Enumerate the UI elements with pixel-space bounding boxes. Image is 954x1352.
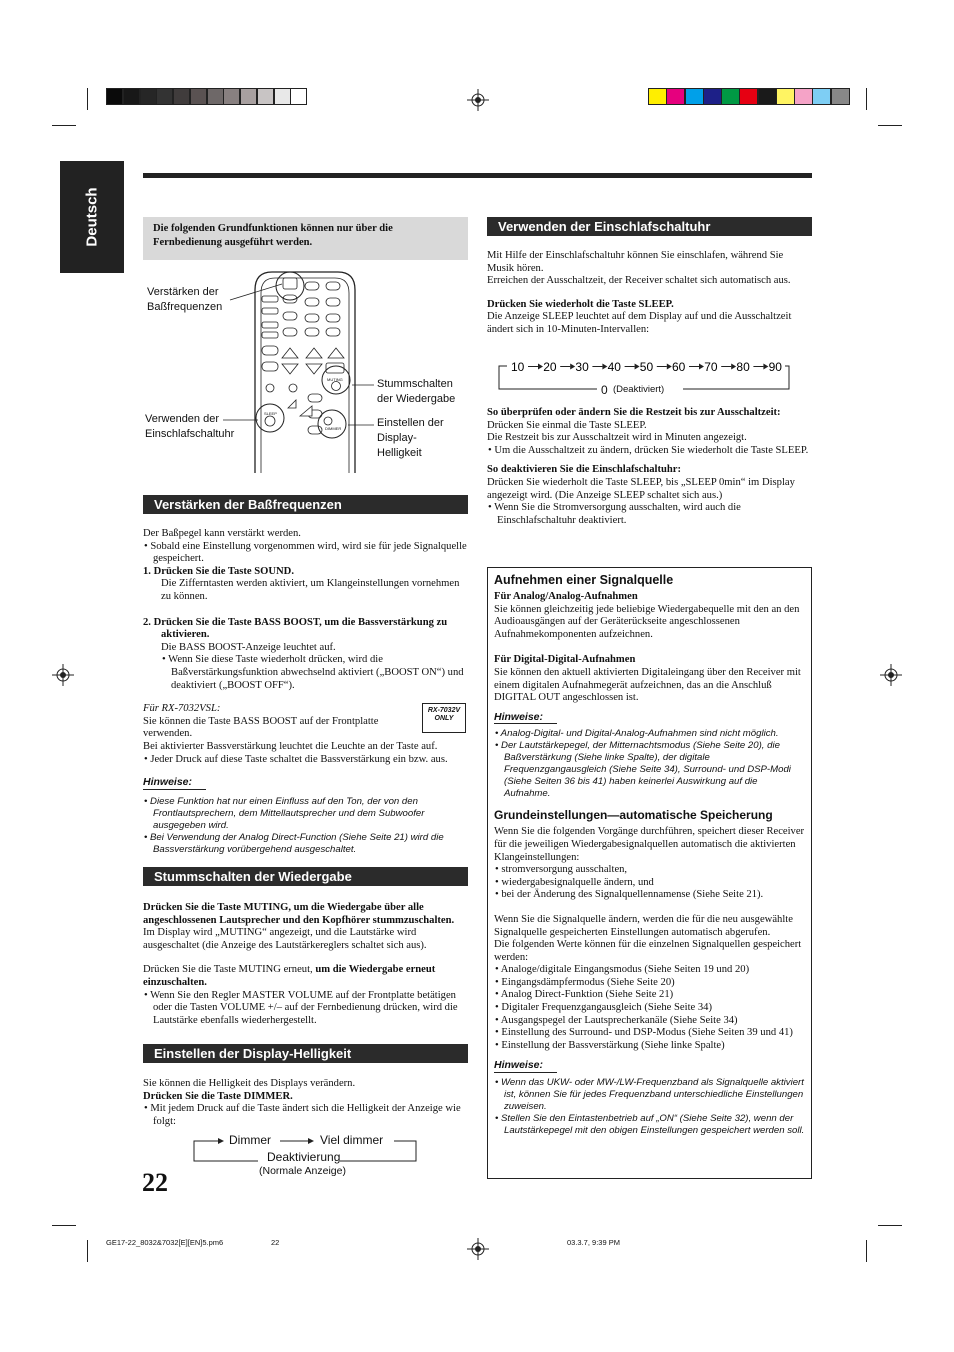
calibration-swatch [140, 88, 157, 105]
record-aa-title: Für Analog/Analog-Aufnahmen [494, 591, 638, 602]
record-dd-text: Sie können den aktuell aktivierten Digitaleingang über den Receiver mit einem digitalen Aufnahmegerät aufzeichnen, das an die Anschluß DIGITAL OUT angeschlossen ist. [494, 666, 801, 704]
bass-notes-title: Hinweise: [143, 776, 206, 790]
model-only-badge: RX-7032V ONLY [422, 703, 466, 733]
muting-step: Drücken Sie die Taste MUTING, um die Wiedergabe über alle angeschlossenen Lautsprecher und den Kopfhörer stummzuschalten. [143, 902, 455, 926]
basic-list-item: • Einstellung des Surround- und DSP-Modus (Siehe Seiten 39 und 41) [495, 1027, 793, 1039]
dimmer-section-header: Einstellen der Display-Helligkeit [143, 1044, 468, 1063]
record-notes-title: Hinweise: [494, 711, 557, 725]
bass-step2-title: 2. Drücken Sie die Taste BASS BOOST, um die Bassverstärkung zu aktivieren. [143, 616, 448, 641]
basic-list-item: • Ausgangspegel der Lautsprecherkanäle (Siehe Seite 34) [495, 1014, 738, 1026]
calibration-swatch [290, 88, 307, 105]
basic-list-item: • Analog Direct-Funktion (Siehe Seite 21) [495, 989, 674, 1001]
bass-bullet: • Sobald eine Einstellung vorgenommen wird, wird sie für jede Signalquelle gespeichert. [144, 540, 467, 565]
footer-date: 03.3.7, 9:39 PM [567, 1238, 620, 1247]
dimmer-text: Sie können die Helligkeit des Displays verändern. [143, 1078, 356, 1089]
basic-list-item: • Digitaler Frequenzgangausgleich (Siehe Seite 34) [495, 1002, 712, 1014]
record-aa-text: Sie können gleichzeitig jede beliebige Wiedergabequelle mit den an den Audioausgängen auf der Geräterückseite angeschlossenen Aufnahmekomponenten aufzeichnen. [494, 603, 800, 640]
calibration-swatch [812, 88, 831, 105]
sleep-seq-value: 40 [607, 360, 621, 374]
muting-bullet: • Wenn Sie den Regler MASTER VOLUME auf der Frontplatte betätigen oder die Tasten VOLUME +/– auf der Fernbedienung drücken, wird die Lautstärke ebenfalls wiederhergestellt. [144, 989, 458, 1026]
muting-resume-a: Drücken Sie die Taste MUTING erneut, [143, 964, 316, 976]
callout-muting: Stummschalten der Wiedergabe [377, 378, 456, 405]
calibration-swatch [666, 88, 685, 105]
calibration-swatch [758, 88, 777, 105]
bass-step2-bullet: • Wenn Sie diese Taste wiederholt drücken, wird die Baßverstärkungsfunktion abwechselnd aktiviert („BOOST ON“) und deaktiviert („BOOST OFF“). [162, 654, 464, 691]
language-tab-label: Deutsch [83, 187, 101, 247]
bass-step2-text: Die BASS BOOST-Anzeige leuchtet auf. [161, 641, 336, 653]
footer-file: GE17-22_8032&7032[E][EN]5.pm6 [106, 1238, 224, 1247]
sleep-seq-value: 60 [672, 360, 686, 374]
bass-lamp-bullet: • Jeder Druck auf diese Taste schaltet die Bassverstärkung ein bzw. aus. [144, 753, 448, 765]
calibration-swatch [739, 88, 758, 105]
language-tab [60, 161, 124, 273]
bass-model-text: Sie können die Taste BASS BOOST auf der Frontplatte verwenden. [143, 715, 379, 740]
recording-content [494, 572, 806, 1137]
basic-note-1: • Wenn das UKW- oder MW-/LW-Frequenzband als Signalquelle aktiviert ist, können Sie für jedes Frequenzband unterschiedliche Einstellungen zuweisen. [495, 1077, 804, 1113]
top-rule [143, 173, 812, 178]
muting-resume [143, 964, 468, 989]
bass-note-1: • Diese Funktion hat nur einen Einfluss auf den Ton, der von den Frontlautsprechern, dem Mittellautsprecher und dem Subwoofer ausgegeben wird. [144, 795, 425, 831]
calibration-swatch [648, 88, 667, 105]
basic-list-item: • Eingangsdämpfermodus (Siehe Seite 20) [495, 976, 675, 988]
calibration-swatch [106, 88, 123, 105]
sleep-off-title: So deaktivieren Sie die Einschlafschaltuhr: [487, 464, 682, 476]
sleep-seq-value: 90 [768, 360, 782, 374]
calibration-swatch [776, 88, 795, 105]
basic-p3: Die folgenden Werte können für die einzelnen Signalquellen gespeichert werden: [494, 939, 802, 963]
basic-list-item: • Einstellung der Bassverstärkung (Siehe linke Spalte) [495, 1039, 725, 1051]
calibration-swatch [240, 88, 257, 105]
basic-list-2 [494, 964, 806, 1052]
registration-mark-icon [880, 664, 902, 686]
muting-section-body [143, 902, 468, 1027]
record-title: Aufnehmen einer Signalquelle [494, 573, 674, 587]
calibration-swatch [156, 88, 173, 105]
sleep-seq-zero: 0 [601, 383, 608, 397]
calibration-swatch [703, 88, 722, 105]
sleep-step-text: Die Anzeige SLEEP leuchtet auf dem Display auf und die Ausschaltzeit ändert sich in 10-Minuten-Intervallen: [487, 311, 792, 335]
calibration-swatch [831, 88, 850, 105]
calibration-swatch [123, 88, 140, 105]
record-note-2: • Der Lautstärkepegel, der Mitternachtsmodus (Siehe Seite 20), die Baßverstärkung (Siehe linke Spalte), der digitale Frequenzgangausgleich (Siehe Seite 34), Surround- und DSP-Modi (Siehe Seiten 36 bis 41) haben keinerlei Auswirkung auf die Aufnahme. [495, 740, 791, 800]
registration-mark-icon [52, 664, 74, 686]
calibration-swatch [207, 88, 224, 105]
registration-mark-icon [467, 1238, 489, 1260]
sleep-check-2: Die Restzeit bis zur Ausschaltzeit wird in Minuten angezeigt. [487, 432, 747, 444]
sleep-seq-value: 50 [639, 360, 654, 374]
dimmer-flow-2: Viel dimmer [320, 1133, 384, 1147]
bass-step1-title: 1. Drücken Sie die Taste SOUND. [143, 565, 294, 577]
calibration-swatch [685, 88, 704, 105]
muting-section-header: Stummschalten der Wiedergabe [143, 867, 468, 886]
bass-section-body [143, 528, 468, 856]
registration-mark-icon [467, 89, 489, 111]
sleep-p2: Erreichen der Ausschaltzeit, der Receiver schaltet sich automatisch aus. [487, 275, 791, 287]
sleep-p1: Mit Hilfe der Einschlafschaltuhr können Sie einschlafen, während Sie Musik hören. [487, 250, 784, 274]
callout-bass: Verstärken der Baßfrequenzen [147, 286, 223, 313]
basic-list-item: • wiedergabesignalquelle ändern, und [495, 876, 654, 888]
basic-list-1 [494, 864, 806, 902]
muting-text: Im Display wird „MUTING“ angezeigt, und die Lautstärke wird ausgeschaltet (die Anzeige des Lautstärkereglers schaltet sich aus). [143, 927, 427, 951]
sleep-section-header: Verwenden der Einschlafschaltuhr [487, 217, 812, 236]
calibration-swatch [190, 88, 207, 105]
bass-intro: Der Baßpegel kann verstärkt werden. [143, 528, 301, 539]
basic-title: Grundeinstellungen—automatische Speicherung [494, 808, 773, 823]
footer-page: 22 [271, 1238, 280, 1247]
calibration-swatch [721, 88, 740, 105]
remote-muting-button-label: MUTING [327, 377, 343, 382]
grayscale-calibration-bar [106, 88, 307, 105]
sleep-seq-deaktiviert: (Deaktiviert) [613, 384, 665, 395]
dimmer-flow-4: (Normale Anzeige) [259, 1165, 346, 1177]
sleep-off-bullet: • Wenn Sie die Stromversorgung ausschalten, wird auch die Einschlafschaltuhr deaktiviert. [488, 502, 741, 526]
dimmer-step: Drücken Sie die Taste DIMMER. [143, 1090, 293, 1102]
calibration-swatch [223, 88, 240, 105]
calibration-swatch [173, 88, 190, 105]
record-dd-title: Für Digital-Digital-Aufnahmen [494, 654, 636, 666]
color-calibration-bar [648, 88, 849, 105]
bass-step1-text: Die Zifferntasten werden aktiviert, um Klangeinstellungen vornehmen zu können. [161, 578, 460, 602]
sleep-check-1: Drücken Sie einmal die Taste SLEEP. [487, 419, 647, 431]
bass-lamp-text: Bei aktivierter Bassverstärkung leuchtet die Leuchte an der Taste auf. [143, 740, 438, 752]
sleep-seq-value: 10 [511, 360, 525, 374]
sleep-step: Drücken Sie wiederholt die Taste SLEEP. [487, 298, 674, 310]
basic-p2: Wenn Sie die Signalquelle ändern, werden die für die neu ausgewählte Signalquelle gespeicherten Einstellungen automatisch abgerufen. [494, 913, 793, 938]
bass-section-header: Verstärken der Baßfrequenzen [143, 495, 468, 514]
remote-dimmer-button-label: DIMMER [325, 426, 342, 431]
calibration-swatch [257, 88, 274, 105]
calibration-swatch [794, 88, 813, 105]
basic-p1: Wenn Sie die folgenden Vorgänge durchführen, speichert dieser Receiver für die jeweiligen Wiedergabesignalquellen automatisch die aktivierten Klangeinstellungen: [494, 826, 805, 863]
dimmer-flow-3: Deaktivierung [267, 1150, 341, 1164]
basic-notes-title: Hinweise: [494, 1059, 557, 1073]
basic-list-item: • bei der Änderung des Signalquellennamense (Siehe Seite 21). [495, 889, 764, 901]
sleep-intro [487, 250, 809, 337]
sleep-details [487, 407, 809, 527]
record-note-1: • Analog-Digital- und Digital-Analog-Aufnahmen sind nicht möglich. [495, 728, 779, 740]
callout-sleep: Verwenden der Einschlafschaltuhr [145, 413, 235, 440]
sleep-seq-value: 30 [575, 360, 589, 374]
basic-list-item: • stromversorgung ausschalten, [495, 864, 628, 876]
page-number: 22 [142, 1168, 168, 1197]
sleep-seq-value: 70 [704, 360, 718, 374]
intro-box: Die folgenden Grundfunktionen können nur über die Fernbedienung ausgeführt werden. [143, 217, 468, 260]
bass-note-2: • Bei Verwendung der Analog Direct-Function (Siehe Seite 21) wird die Bassverstärkung vorübergehend ausgeschaltet. [144, 831, 444, 855]
muting-resume-b: um die Wiedergabe erneut einzuschalten. [143, 964, 436, 988]
dimmer-flow-1: Dimmer [229, 1133, 271, 1147]
sleep-check-title: So überprüfen oder ändern Sie die Restzeit bis zur Ausschaltzeit: [487, 407, 781, 418]
dimmer-bullet: • Mit jedem Druck auf die Taste ändert sich die Helligkeit der Anzeige wie folgt: [144, 1103, 461, 1127]
bass-model-label: Für RX-7032VSL: [143, 703, 221, 715]
remote-sleep-button-label: SLEEP [264, 411, 277, 416]
sleep-seq-value: 80 [736, 360, 750, 374]
sleep-off-text: Drücken Sie wiederholt die Taste SLEEP, bis „SLEEP 0min“ im Display angezeigt wird. (Die Anzeige SLEEP schaltet sich aus.) [487, 476, 795, 501]
calibration-swatch [274, 88, 291, 105]
sleep-check-bullet: • Um die Ausschaltzeit zu ändern, drücken Sie wiederholt die Taste SLEEP. [488, 444, 809, 456]
dimmer-section-body [143, 1078, 468, 1128]
sleep-seq-value: 20 [543, 360, 557, 374]
callout-dimmer: Einstellen der Display-Helligkeit [377, 417, 444, 459]
basic-list-item: • Analoge/digitale Eingangsmodus (Siehe Seiten 19 und 20) [495, 964, 750, 976]
basic-note-2: • Stellen Sie den Eintastenbetrieb auf „ON“ (Siehe Seite 32), wenn der Lautstärkepegel mit den obigen Einstellungen gespeichert werden soll. [495, 1113, 805, 1137]
